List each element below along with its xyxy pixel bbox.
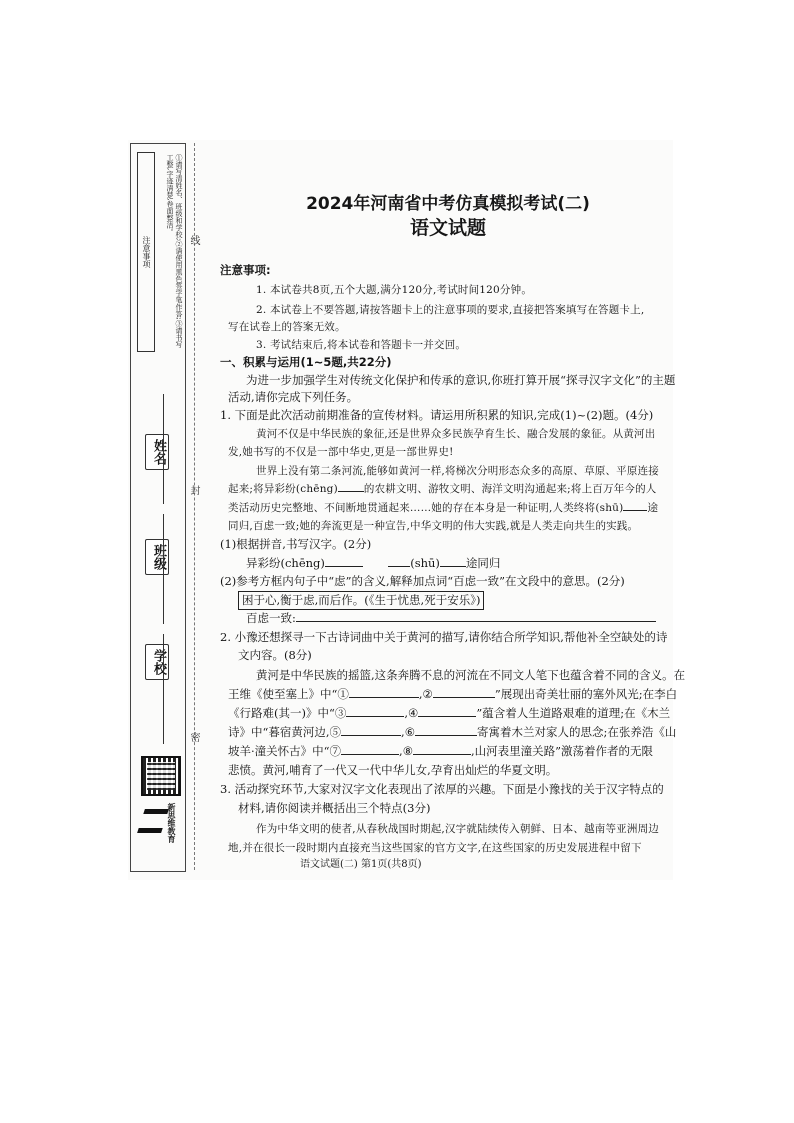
q2-prompt-2: ,② (418, 687, 433, 701)
passage-line-6: 同归,百虑一致;她的奔流更是一种宣告,中华文明的伟大实践,就是人类走向共生的实践。 (228, 520, 639, 532)
question-3-cont: 材料,请你阅读并概括出三个特点(3分) (238, 801, 431, 815)
answer-line-1-2 (246, 610, 686, 627)
passage-line-5 (228, 500, 668, 517)
quote-line (238, 591, 678, 610)
quote-box: 困于心,衡于虑,而后作。(《生于忧患,死于安乐》) (238, 591, 484, 610)
cut-mark-bottom: 密 (188, 732, 199, 742)
sidebar-notice-title: 注意事项 (137, 152, 155, 352)
blank-3[interactable] (346, 716, 404, 717)
question-3: 3. 活动探究环节,大家对汉字文化表现出了浓厚的兴趣。下面是小豫找的关于汉字特点的 (220, 782, 664, 796)
passage-line-5b: 途 (647, 502, 659, 514)
qr-code-icon (141, 756, 181, 796)
q1-1-prompt-c: 途同归 (465, 556, 501, 570)
section-heading: 一、积累与运用(1~5题,共22分) (220, 355, 392, 369)
cut-mark-mid: 封 (188, 485, 199, 495)
q2-prompt-4: ,④ (404, 706, 419, 720)
answer-blank-shu-pre (388, 566, 410, 567)
brand-logo (139, 803, 179, 859)
answer-line-1-1 (246, 555, 686, 572)
blank-2[interactable] (433, 697, 495, 698)
q2-prompt-6: ,⑥ (401, 725, 416, 739)
q2-prompt-3: 《行路难(其一)》中“③ (228, 706, 347, 720)
q2-prompt-8: ,⑧ (399, 744, 414, 758)
school-label: 学校 (145, 644, 169, 680)
answer-blank-cheng[interactable] (325, 566, 363, 567)
cut-mark-top: 线 (188, 235, 199, 245)
notice-heading: 注意事项: (220, 263, 271, 277)
brand-name: 新思维教育 (167, 803, 177, 843)
answer-blank-shu[interactable] (440, 566, 466, 567)
blank-shu[interactable] (623, 510, 647, 511)
blank-6[interactable] (415, 735, 477, 736)
page-title: 2024年河南省中考仿真模拟考试(二) (306, 194, 590, 214)
passage-line-5a: 类活动历史完整地、不间断地贯通起来……她的存在本身是一种证明,人类终将(shū) (228, 502, 624, 514)
q3-line-2: 地,并在很长一段时期内直接充当这些国家的官方文字,在这些国家的历史发展进程中留下 (228, 842, 642, 854)
question-1-1: (1)根据拼音,书写汉字。(2分) (220, 537, 372, 551)
passage-line-2: 发,她书写的不仅是一部中华史,更是一部世界史! (228, 446, 454, 458)
blank-8[interactable] (413, 754, 471, 755)
intro-line-2: 活动,请你完成下列任务。 (228, 390, 359, 404)
answer-blank-bailv[interactable] (296, 621, 656, 622)
blank-7[interactable] (341, 754, 399, 755)
q2-prompt-7: 坡羊·潼关怀古》中“⑦ (228, 744, 342, 758)
q2-prompt-8b: ,山河表里潼关路”激荡着作者的无限 (471, 744, 654, 758)
q2-line-1: 黄河是中华民族的摇篮,这条奔腾不息的河流在不同文人笔下也蕴含着不同的含义。在 (256, 668, 686, 682)
notice-item-2b: 写在试卷上的答案无效。 (228, 321, 346, 333)
q1-2-answer-prompt: 百虑一致: (246, 611, 296, 625)
q1-1-prompt-b: (shū) (410, 556, 440, 570)
passage-line-4 (228, 481, 668, 498)
class-label: 班级 (145, 539, 169, 575)
class-field[interactable] (163, 514, 164, 624)
blank-1[interactable] (349, 697, 419, 698)
blank-5[interactable] (341, 735, 401, 736)
blank-cheng[interactable] (338, 491, 364, 492)
passage-line-3: 世界上没有第二条河流,能够如黄河一样,将梯次分明形态众多的高原、草原、平原连接 (256, 465, 659, 477)
page-footer: 语文试题(二) 第1页(共8页) (300, 859, 422, 870)
q3-line-1: 作为中华文明的使者,从春秋战国时期起,汉字就陆续传入朝鲜、日本、越南等亚洲周边 (256, 823, 659, 835)
q2-line-3 (228, 705, 671, 722)
passage-line-1: 黄河不仅是中华民族的象征,还是世界众多民族孕育生长、融合发展的象征。从黄河出 (256, 428, 656, 440)
q1-1-prompt-a: 异彩纷(chēng) (246, 556, 325, 570)
question-2-cont: 文内容。(8分) (238, 648, 312, 662)
sidebar-notice-text: ①请写清姓名、班级和学校;②请使用黑色签字笔作答;③请书写工整,字迹清楚,卷面整洁。 (166, 154, 183, 348)
school-field[interactable] (163, 634, 164, 744)
blank-4[interactable] (418, 716, 476, 717)
notice-item-2: 2. 本试卷上不要答题,请按答题卡上的注意事项的要求,直接把答案填写在答题卡上, (256, 304, 645, 316)
notice-item-1: 1. 本试卷共8页,五个大题,满分120分,考试时间120分钟。 (256, 284, 533, 296)
binding-strip (130, 143, 186, 872)
q2-prompt-5: 诗》中“暮宿黄河边,⑤ (228, 725, 342, 739)
page-subtitle: 语文试题 (409, 217, 486, 239)
question-1: 1. 下面是此次活动前期准备的宣传材料。请运用所积累的知识,完成(1)~(2)题。(4分) (220, 408, 654, 422)
q2-line-6: 悲愤。黄河,哺育了一代又一代中华儿女,孕育出灿烂的华夏文明。 (228, 763, 558, 777)
notice-item-3: 3. 考试结束后,将本试卷和答题卡一并交回。 (256, 339, 467, 351)
cut-line (194, 143, 195, 870)
brand-mark-icon (137, 809, 169, 833)
question-2: 2. 小豫还想探寻一下古诗词曲中关于黄河的描写,请你结合所学知识,帮他补全空缺处的诗 (220, 630, 668, 644)
q2-line-2 (228, 686, 678, 703)
intro-line-1: 为进一步加强学生对传统文化保护和传承的意识,你班打算开展“探寻汉字文化”的主题 (246, 373, 676, 387)
passage-line-4a: 起来;将异彩纷(chēng) (228, 483, 338, 495)
name-label: 姓名 (145, 434, 169, 470)
q2-line-5 (228, 743, 668, 760)
q2-prompt-2b: ”展现出奇美壮丽的塞外风光;在李白 (494, 687, 678, 701)
q2-prompt-6b: 寄寓着木兰对家人的思念;在张养浩《山 (477, 725, 677, 739)
q2-prompt-1: 王维《使至塞上》中“① (228, 687, 349, 701)
passage-line-4b: 的农耕文明、游牧文明、海洋文明沟通起来;将上百万年今的人 (363, 483, 657, 495)
q2-line-4 (228, 724, 677, 741)
name-field[interactable] (163, 394, 164, 504)
q2-prompt-4b: ”蕴含着人生道路艰难的道理;在《木兰 (476, 706, 671, 720)
question-1-2: (2)参考方框内句子中“虑”的含义,解释加点词“百虑一致”在文段中的意思。(2分) (220, 574, 625, 588)
